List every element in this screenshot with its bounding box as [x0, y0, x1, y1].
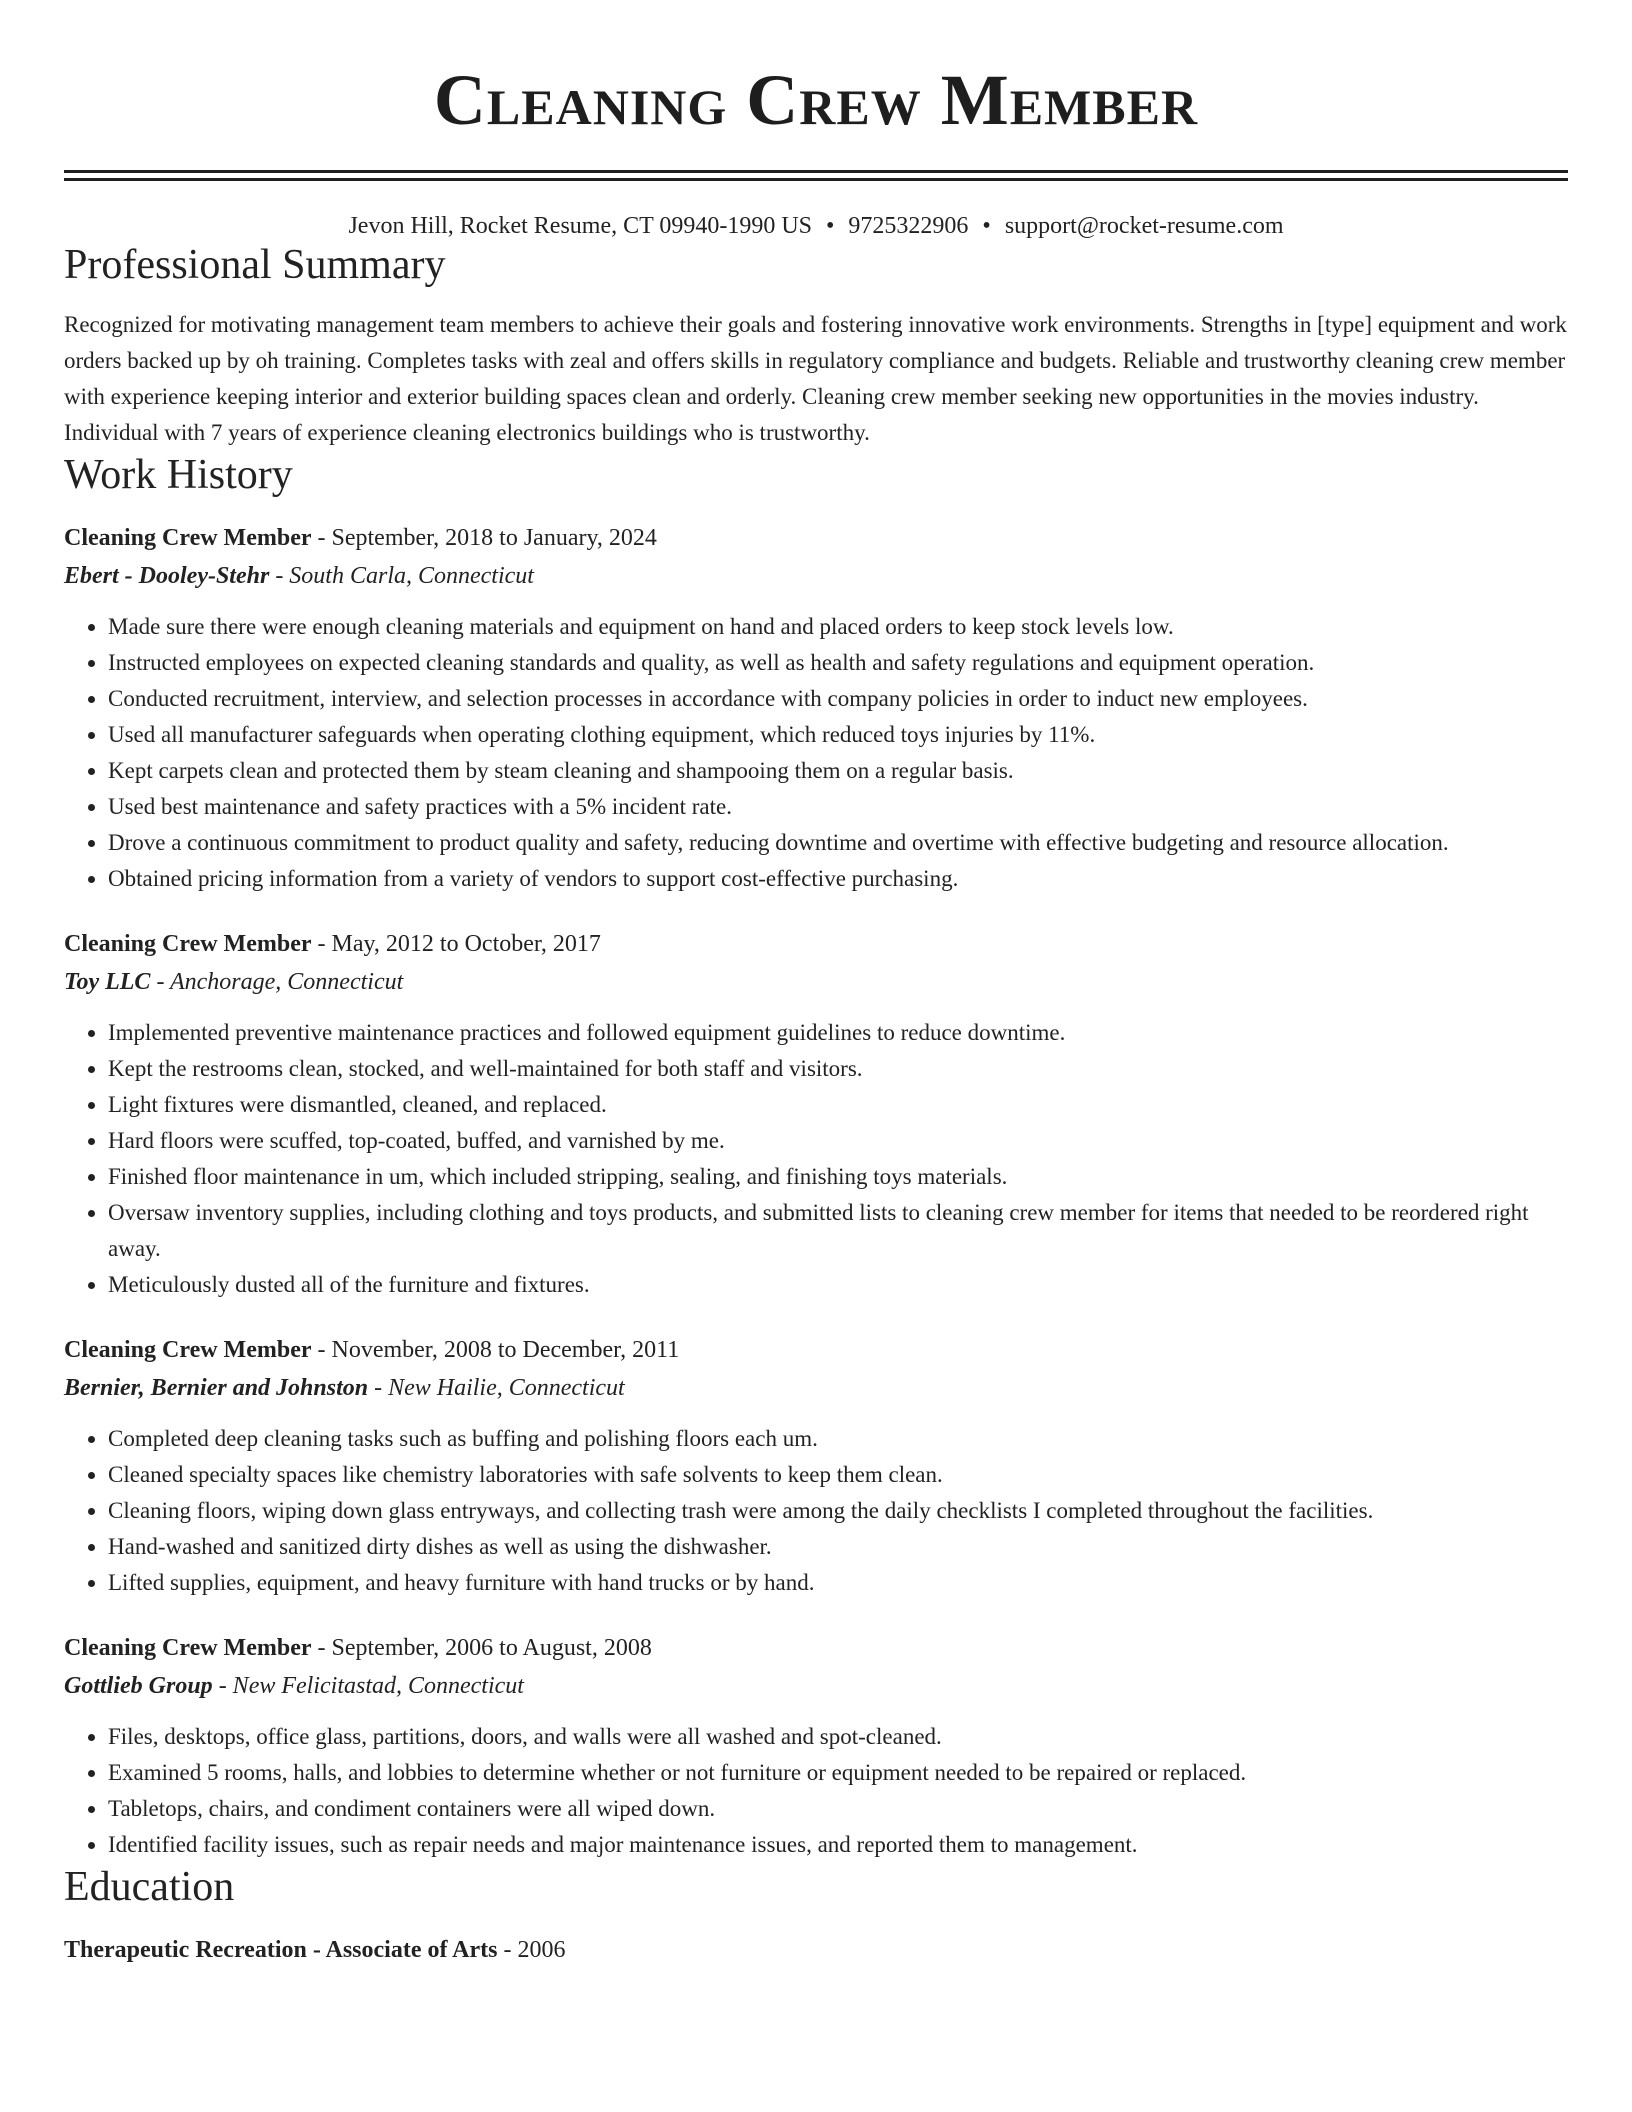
company-name: Ebert - Dooley-Stehr: [64, 563, 270, 589]
job-bullet: • Cleaning floors, wiping down glass entryways, and collecting trash were among the daily checklists I completed throughout the facilities.: [108, 1493, 1568, 1529]
job-title-line: [64, 925, 1568, 963]
job-title: Cleaning Crew Member: [64, 1337, 312, 1363]
summary-text: Recognized for motivating management team members to achieve their goals and fostering innovative work environments. Strengths in [type] equipment and work orders backed up by oh training. Completes tasks with zeal and offers skills in regulatory compliance and budgets. Reliable and trustworthy cleaning crew member with experience keeping interior and exterior building spaces clean and orderly. Cleaning crew member seeking new opportunities in the movies industry. Individual with 7 years of experience cleaning electronics buildings who is trustworthy.: [64, 312, 1567, 445]
job-bullet: • Drove a continuous commitment to product quality and safety, reducing downtime and overtime with effective budgeting and resource allocation.: [108, 825, 1568, 861]
company-location: - South Carla, Connecticut: [269, 563, 534, 589]
company-name: Gottlieb Group: [64, 1673, 213, 1699]
contact-address: Jevon Hill, Rocket Resume, CT 09940-1990 US: [348, 213, 813, 239]
company-name: Toy LLC: [64, 969, 151, 995]
job-bullet-list: [64, 1015, 1568, 1303]
job-bullet: • Instructed employees on expected cleaning standards and quality, as well as health and safety regulations and equipment operation.: [108, 645, 1568, 681]
job-bullet: • Finished floor maintenance in um, which included stripping, sealing, and finishing toys materials.: [108, 1159, 1568, 1195]
resume-page: [64, 0, 1568, 1969]
job-dates: - September, 2006 to August, 2008: [311, 1635, 652, 1661]
job-bullet: • Used all manufacturer safeguards when operating clothing equipment, which reduced toys injuries by 11%.: [108, 717, 1568, 753]
company-line: [64, 963, 1568, 1001]
job-bullet: • Files, desktops, office glass, partitions, doors, and walls were all washed and spot-cleaned.: [108, 1719, 1568, 1755]
job-bullet-list: [64, 1421, 1568, 1601]
education-degree: Therapeutic Recreation - Associate of Arts: [64, 1937, 498, 1963]
company-line: [64, 1667, 1568, 1705]
contact-line: [64, 211, 1568, 241]
contact-email: support@rocket-resume.com: [1004, 213, 1284, 239]
job-bullet: • Cleaned specialty spaces like chemistry laboratories with safe solvents to keep them clean.: [108, 1457, 1568, 1493]
job-bullet: • Tabletops, chairs, and condiment containers were all wiped down.: [108, 1791, 1568, 1827]
summary-heading: Professional Summary: [64, 242, 446, 288]
job-dates: - November, 2008 to December, 2011: [311, 1337, 680, 1363]
job-bullet: • Examined 5 rooms, halls, and lobbies to determine whether or not furniture or equipment needed to be repaired or replaced.: [108, 1755, 1568, 1791]
resume-name-title: Cleaning Crew Member: [433, 60, 1199, 140]
job-entry: [64, 1629, 1568, 1863]
job-title: Cleaning Crew Member: [64, 931, 312, 957]
education-entry: [64, 1931, 1568, 1969]
job-bullet: • Conducted recruitment, interview, and selection processes in accordance with company policies in order to induct new employees.: [108, 681, 1568, 717]
job-bullet: • Kept the restrooms clean, stocked, and well-maintained for both staff and visitors.: [108, 1051, 1568, 1087]
job-bullet: • Hard floors were scuffed, top-coated, buffed, and varnished by me.: [108, 1123, 1568, 1159]
job-bullet-list: [64, 609, 1568, 897]
job-title-line: [64, 1331, 1568, 1369]
job-bullet: • Obtained pricing information from a variety of vendors to support cost-effective purchasing.: [108, 861, 1568, 897]
job-bullet: • Used best maintenance and safety practices with a 5% incident rate.: [108, 789, 1568, 825]
company-name: Bernier, Bernier and Johnston: [64, 1375, 369, 1401]
company-location: - New Felicitastad, Connecticut: [212, 1673, 524, 1699]
company-location: - New Hailie, Connecticut: [368, 1375, 625, 1401]
job-entry: [64, 925, 1568, 1303]
job-title: Cleaning Crew Member: [64, 1635, 312, 1661]
job-bullet: • Oversaw inventory supplies, including clothing and toys products, and submitted lists to cleaning crew member for items that needed to be reordered right away.: [108, 1195, 1568, 1267]
job-bullet: • Meticulously dusted all of the furniture and fixtures.: [108, 1267, 1568, 1303]
job-dates: - September, 2018 to January, 2024: [311, 525, 657, 551]
work-history-heading: Work History: [64, 452, 293, 498]
job-bullet: • Light fixtures were dismantled, cleaned, and replaced.: [108, 1087, 1568, 1123]
contact-phone: 9725322906: [848, 213, 969, 239]
company-location: - Anchorage, Connecticut: [150, 969, 404, 995]
header-double-rule: [64, 170, 1568, 181]
job-bullet: • Lifted supplies, equipment, and heavy furniture with hand trucks or by hand.: [108, 1565, 1568, 1601]
job-bullet: • Hand-washed and sanitized dirty dishes as well as using the dishwasher.: [108, 1529, 1568, 1565]
contact-separator: •: [982, 213, 991, 239]
company-line: [64, 557, 1568, 595]
job-bullet: • Kept carpets clean and protected them by steam cleaning and shampooing them on a regular basis.: [108, 753, 1568, 789]
job-dates: - May, 2012 to October, 2017: [311, 931, 601, 957]
job-title-line: [64, 519, 1568, 557]
job-title: Cleaning Crew Member: [64, 525, 312, 551]
job-bullet: • Identified facility issues, such as repair needs and major maintenance issues, and reported them to management.: [108, 1827, 1568, 1863]
job-title-line: [64, 1629, 1568, 1667]
job-bullet: • Completed deep cleaning tasks such as buffing and polishing floors each um.: [108, 1421, 1568, 1457]
contact-separator: •: [826, 213, 835, 239]
education-year: - 2006: [497, 1937, 566, 1963]
job-entry: [64, 1331, 1568, 1601]
job-entry: [64, 519, 1568, 897]
job-bullet-list: [64, 1719, 1568, 1863]
job-bullet: • Implemented preventive maintenance practices and followed equipment guidelines to reduce downtime.: [108, 1015, 1568, 1051]
company-line: [64, 1369, 1568, 1407]
job-bullet: • Made sure there were enough cleaning materials and equipment on hand and placed orders to keep stock levels low.: [108, 609, 1568, 645]
education-heading: Education: [64, 1864, 235, 1910]
